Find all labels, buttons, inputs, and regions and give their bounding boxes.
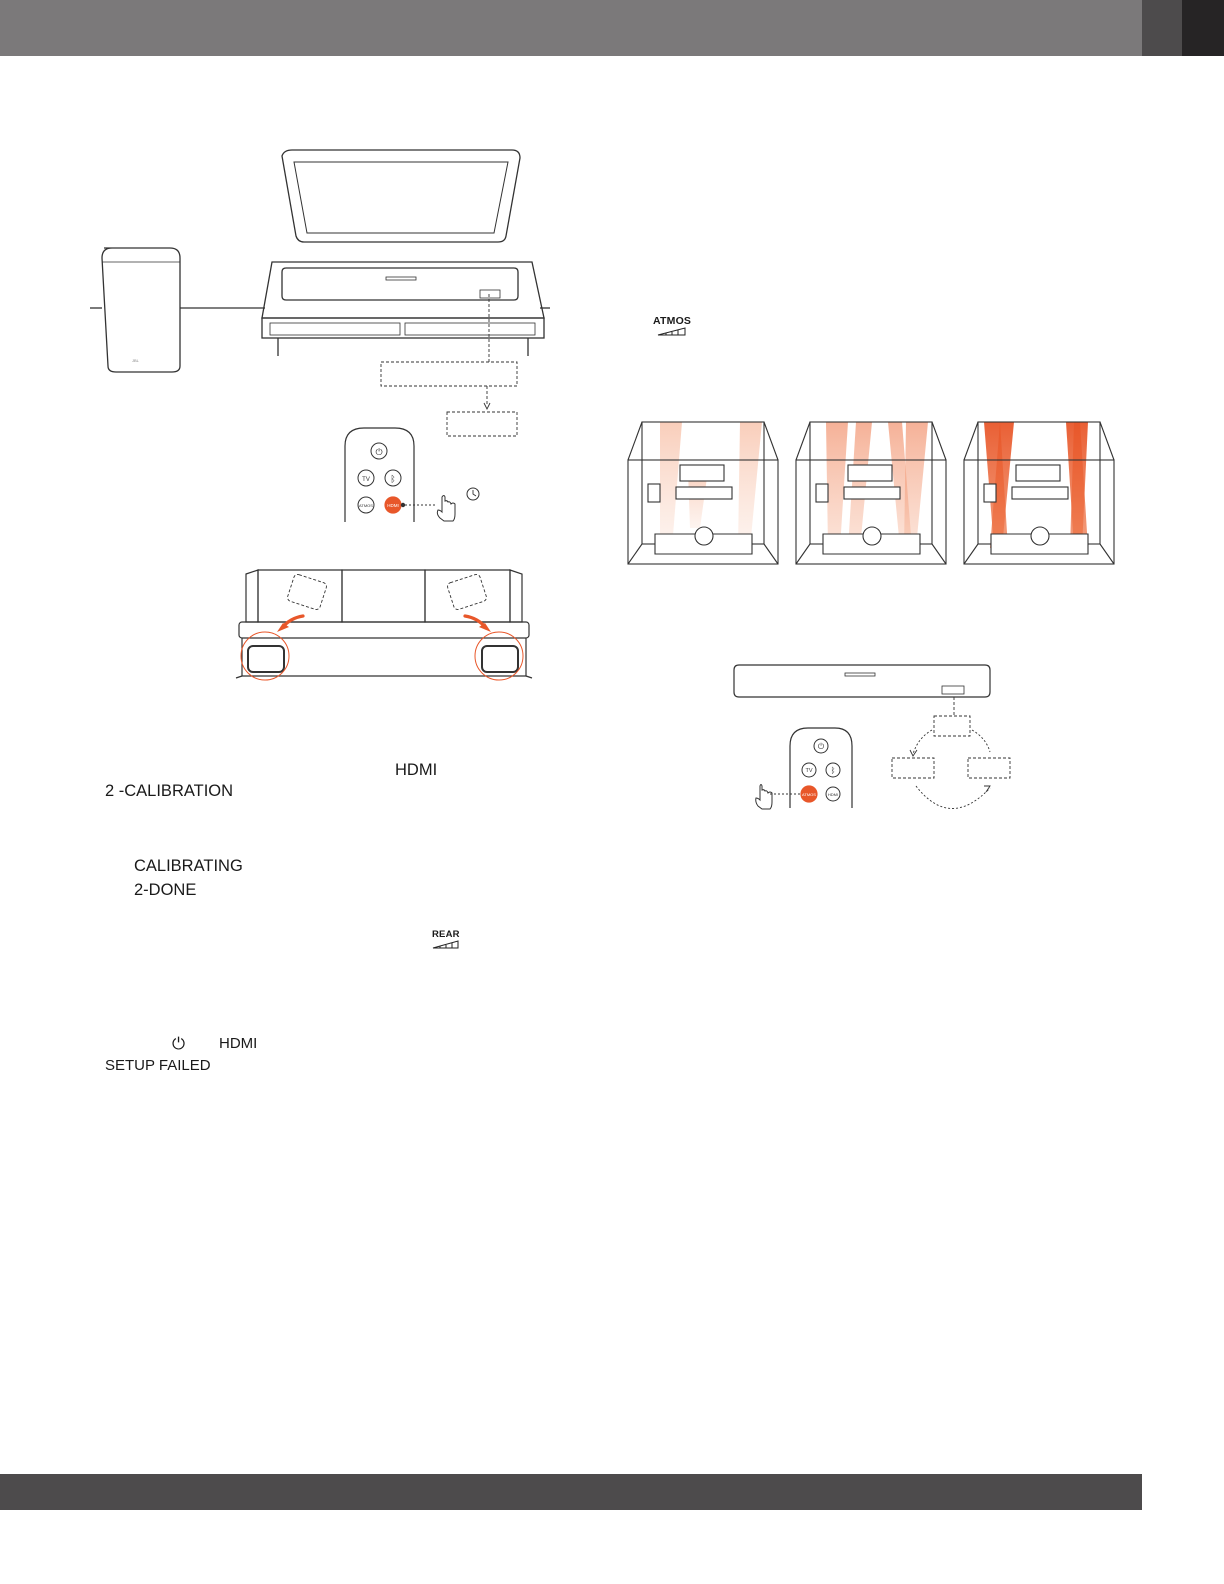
footer-bar — [0, 1474, 1142, 1510]
rear-level-icon — [432, 940, 460, 950]
svg-text:JBL: JBL — [132, 358, 139, 363]
setup-failed-text: SETUP FAILED — [105, 1057, 211, 1074]
power-symbol: ⏻ — [172, 1035, 186, 1053]
remote-bt-label: ᛒ — [390, 474, 396, 484]
hdmi-key-text: HDMI — [395, 761, 438, 779]
calibration-text: 2 -CALIBRATION — [105, 782, 234, 800]
remote2-tv-label: TV — [805, 768, 813, 774]
remote2-power-label: ⏻ — [817, 742, 825, 751]
remote-tv-label: TV — [362, 477, 370, 483]
hdmi-key-text-2: HDMI — [219, 1035, 258, 1052]
remote-atmos-label: ATMOS — [359, 503, 373, 508]
remote2-bt-label: ᛒ — [830, 766, 836, 775]
done-text: 2-DONE — [134, 881, 197, 899]
remote2-atmos-label: ATMOS — [802, 792, 816, 797]
calibrating-text: CALIBRATING — [134, 857, 243, 875]
remote-power-label: ⏻ — [375, 447, 383, 457]
remote2-hdmi-label: HDMI — [827, 792, 839, 797]
remote-hdmi-label: HDMI — [387, 503, 399, 508]
rear-icon-label: REAR — [432, 929, 460, 940]
atmos-icon-label: ATMOS — [653, 315, 692, 327]
